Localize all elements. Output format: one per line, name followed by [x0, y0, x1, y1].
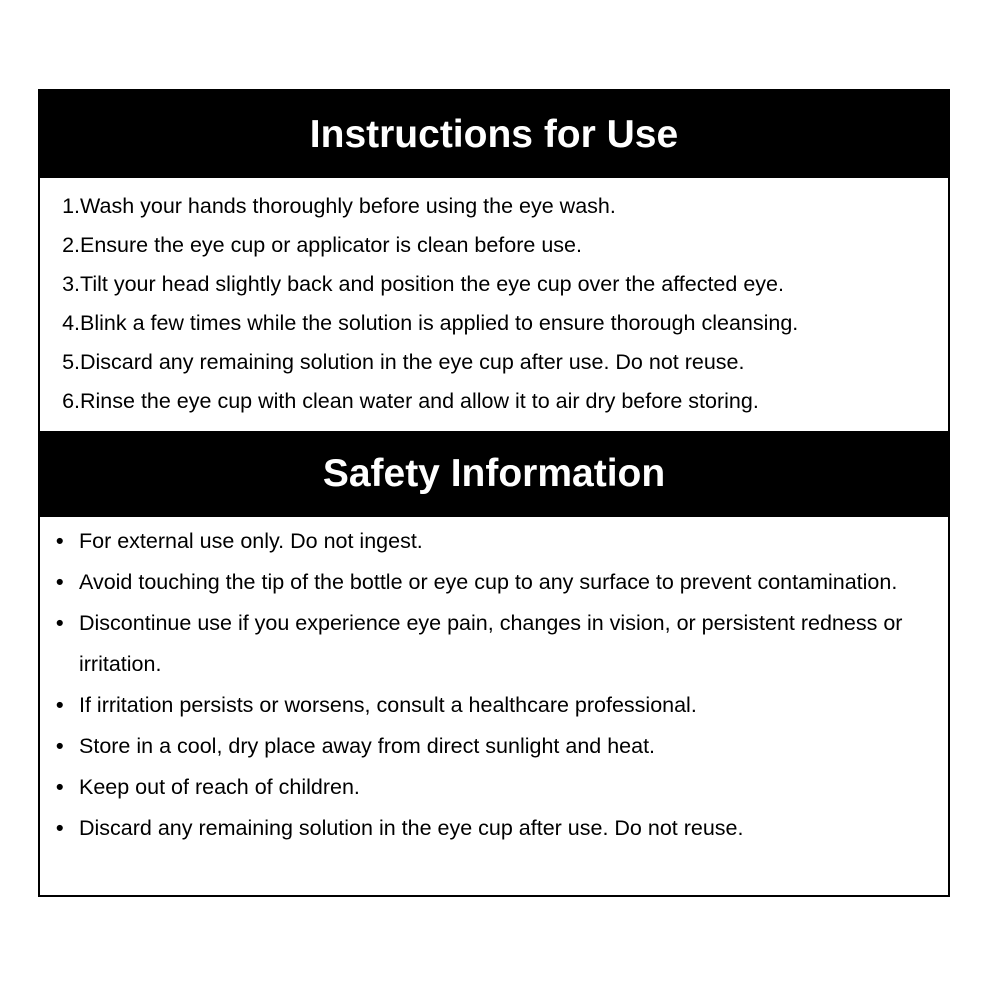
instruction-step: [40, 187, 948, 226]
bullet-icon: •: [56, 611, 64, 635]
bullet-icon: •: [56, 816, 64, 840]
safety-item: [40, 808, 948, 849]
safety-item-text: Discontinue use if you experience eye pain, changes in vision, or persistent redness or irritation.: [79, 611, 903, 676]
safety-item: [40, 562, 948, 603]
step-number: 5.: [62, 350, 80, 374]
instructions-title: Instructions for Use: [309, 112, 679, 156]
safety-item-text: Store in a cool, dry place away from direct sunlight and heat.: [79, 734, 656, 758]
bullet-icon: •: [56, 775, 64, 799]
safety-item-text: If irritation persists or worsens, consult a healthcare professional.: [79, 693, 697, 717]
bullet-icon: •: [56, 734, 64, 758]
bullet-icon: •: [56, 570, 64, 594]
bullet-icon: •: [56, 529, 64, 553]
safety-title: Safety Information: [322, 452, 666, 495]
step-number: 2.: [62, 233, 80, 257]
step-text: Rinse the eye cup with clean water and allow it to air dry before storing.: [80, 389, 759, 413]
instruction-step: [40, 265, 948, 304]
step-text: Wash your hands thoroughly before using the eye wash.: [80, 194, 616, 218]
step-number: 4.: [62, 311, 80, 335]
step-text: Tilt your head slightly back and position the eye cup over the affected eye.: [80, 272, 784, 296]
instruction-step: [40, 304, 948, 343]
safety-item: [40, 603, 948, 685]
instructions-list: [40, 178, 948, 431]
instruction-step: [40, 226, 948, 265]
safety-item-text: Keep out of reach of children.: [79, 775, 360, 799]
step-text: Ensure the eye cup or applicator is clean before use.: [80, 233, 582, 257]
safety-header: [40, 431, 948, 517]
safety-item-text: Discard any remaining solution in the eye cup after use. Do not reuse.: [79, 816, 744, 840]
step-text: Blink a few times while the solution is applied to ensure thorough cleansing.: [80, 311, 799, 335]
step-text: Discard any remaining solution in the eye cup after use. Do not reuse.: [80, 350, 745, 374]
bullet-icon: •: [56, 693, 64, 717]
label-box: [38, 89, 950, 897]
instruction-step: [40, 382, 948, 421]
instruction-step: [40, 343, 948, 382]
safety-item-text: For external use only. Do not ingest.: [79, 529, 423, 553]
safety-item: [40, 726, 948, 767]
instructions-header: [40, 91, 948, 178]
safety-item: [40, 521, 948, 562]
safety-item: [40, 685, 948, 726]
step-number: 6.: [62, 389, 80, 413]
safety-list: [40, 517, 948, 849]
step-number: 3.: [62, 272, 80, 296]
step-number: 1.: [62, 194, 80, 218]
safety-item: [40, 767, 948, 808]
safety-item-text: Avoid touching the tip of the bottle or eye cup to any surface to prevent contamination.: [79, 570, 898, 594]
